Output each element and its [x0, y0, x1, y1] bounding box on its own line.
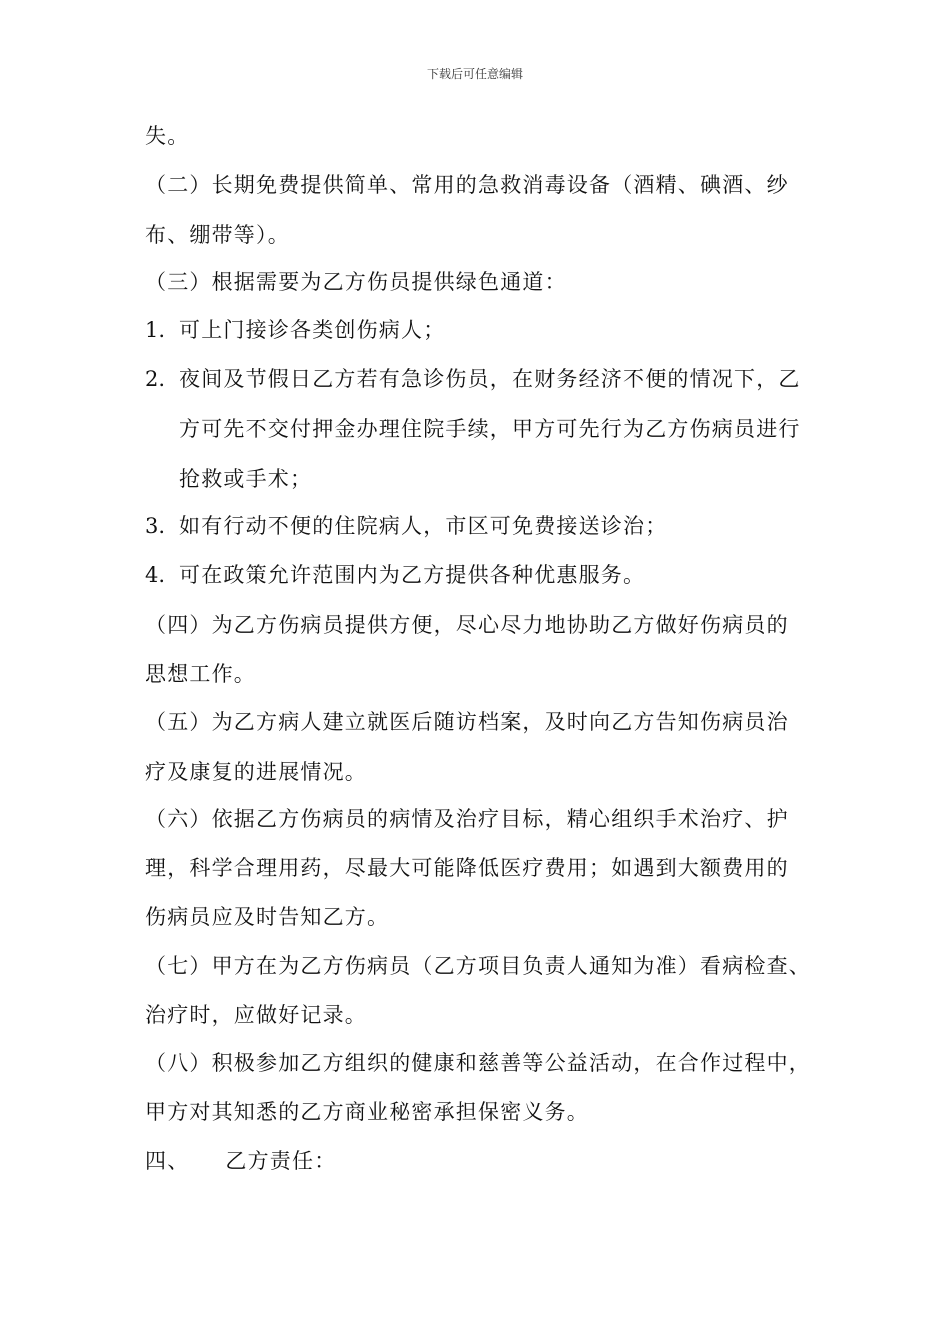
text-line: （四）为乙方伤病员提供方便，尽心尽力地协助乙方做好伤病员的: [145, 613, 789, 637]
text-line: 理，科学合理用药，尽最大可能降低医疗费用；如遇到大额费用的: [145, 856, 789, 880]
list-number: 4.: [145, 563, 166, 587]
list-item: [145, 511, 667, 541]
text-line: （八）积极参加乙方组织的健康和慈善等公益活动，在合作过程中，: [145, 1051, 811, 1075]
text-line: （三）根据需要为乙方伤员提供绿色通道：: [145, 270, 567, 294]
text-line: （七）甲方在为乙方伤病员（乙方项目负责人通知为准）看病检查、: [145, 954, 811, 978]
text-line: 思想工作。: [145, 662, 256, 686]
list-text: 可上门接诊各类创伤病人；: [179, 318, 446, 342]
list-text: 夜间及节假日乙方若有急诊伤员，在财务经济不便的情况下，乙: [179, 367, 801, 391]
list-number: 1.: [145, 318, 166, 342]
text-line: 疗及康复的进展情况。: [145, 760, 367, 784]
list-item: [145, 364, 801, 394]
list-item: [145, 560, 645, 590]
text-line: （六）依据乙方伤病员的病情及治疗目标，精心组织手术治疗、护: [145, 807, 789, 831]
list-number: 2.: [145, 367, 166, 391]
list-text: 如有行动不便的住院病人，市区可免费接送诊治；: [179, 514, 668, 538]
section-number: 四、: [145, 1149, 190, 1173]
text-line: 布、绷带等）。: [145, 223, 290, 247]
text-line: 治疗时，应做好记录。: [145, 1003, 367, 1027]
text-line: 伤病员应及时告知乙方。: [145, 905, 390, 929]
text-line: 方可先不交付押金办理住院手续，甲方可先行为乙方伤病员进行: [179, 417, 801, 441]
text-line: （二）长期免费提供简单、常用的急救消毒设备（酒精、碘酒、纱: [145, 173, 789, 197]
text-line: 甲方对其知悉的乙方商业秘密承担保密义务。: [145, 1100, 589, 1124]
list-item: [145, 315, 445, 345]
text-line: （五）为乙方病人建立就医后随访档案，及时向乙方告知伤病员治: [145, 710, 789, 734]
text-line: 抢救或手术；: [179, 467, 313, 491]
text-line: 失。: [145, 124, 190, 148]
section-title: 乙方责任：: [225, 1149, 337, 1173]
list-text: 可在政策允许范围内为乙方提供各种优惠服务。: [179, 563, 646, 587]
page-header: 下载后可任意编辑: [426, 67, 523, 81]
section-heading: [145, 1146, 336, 1176]
list-number: 3.: [145, 514, 166, 538]
